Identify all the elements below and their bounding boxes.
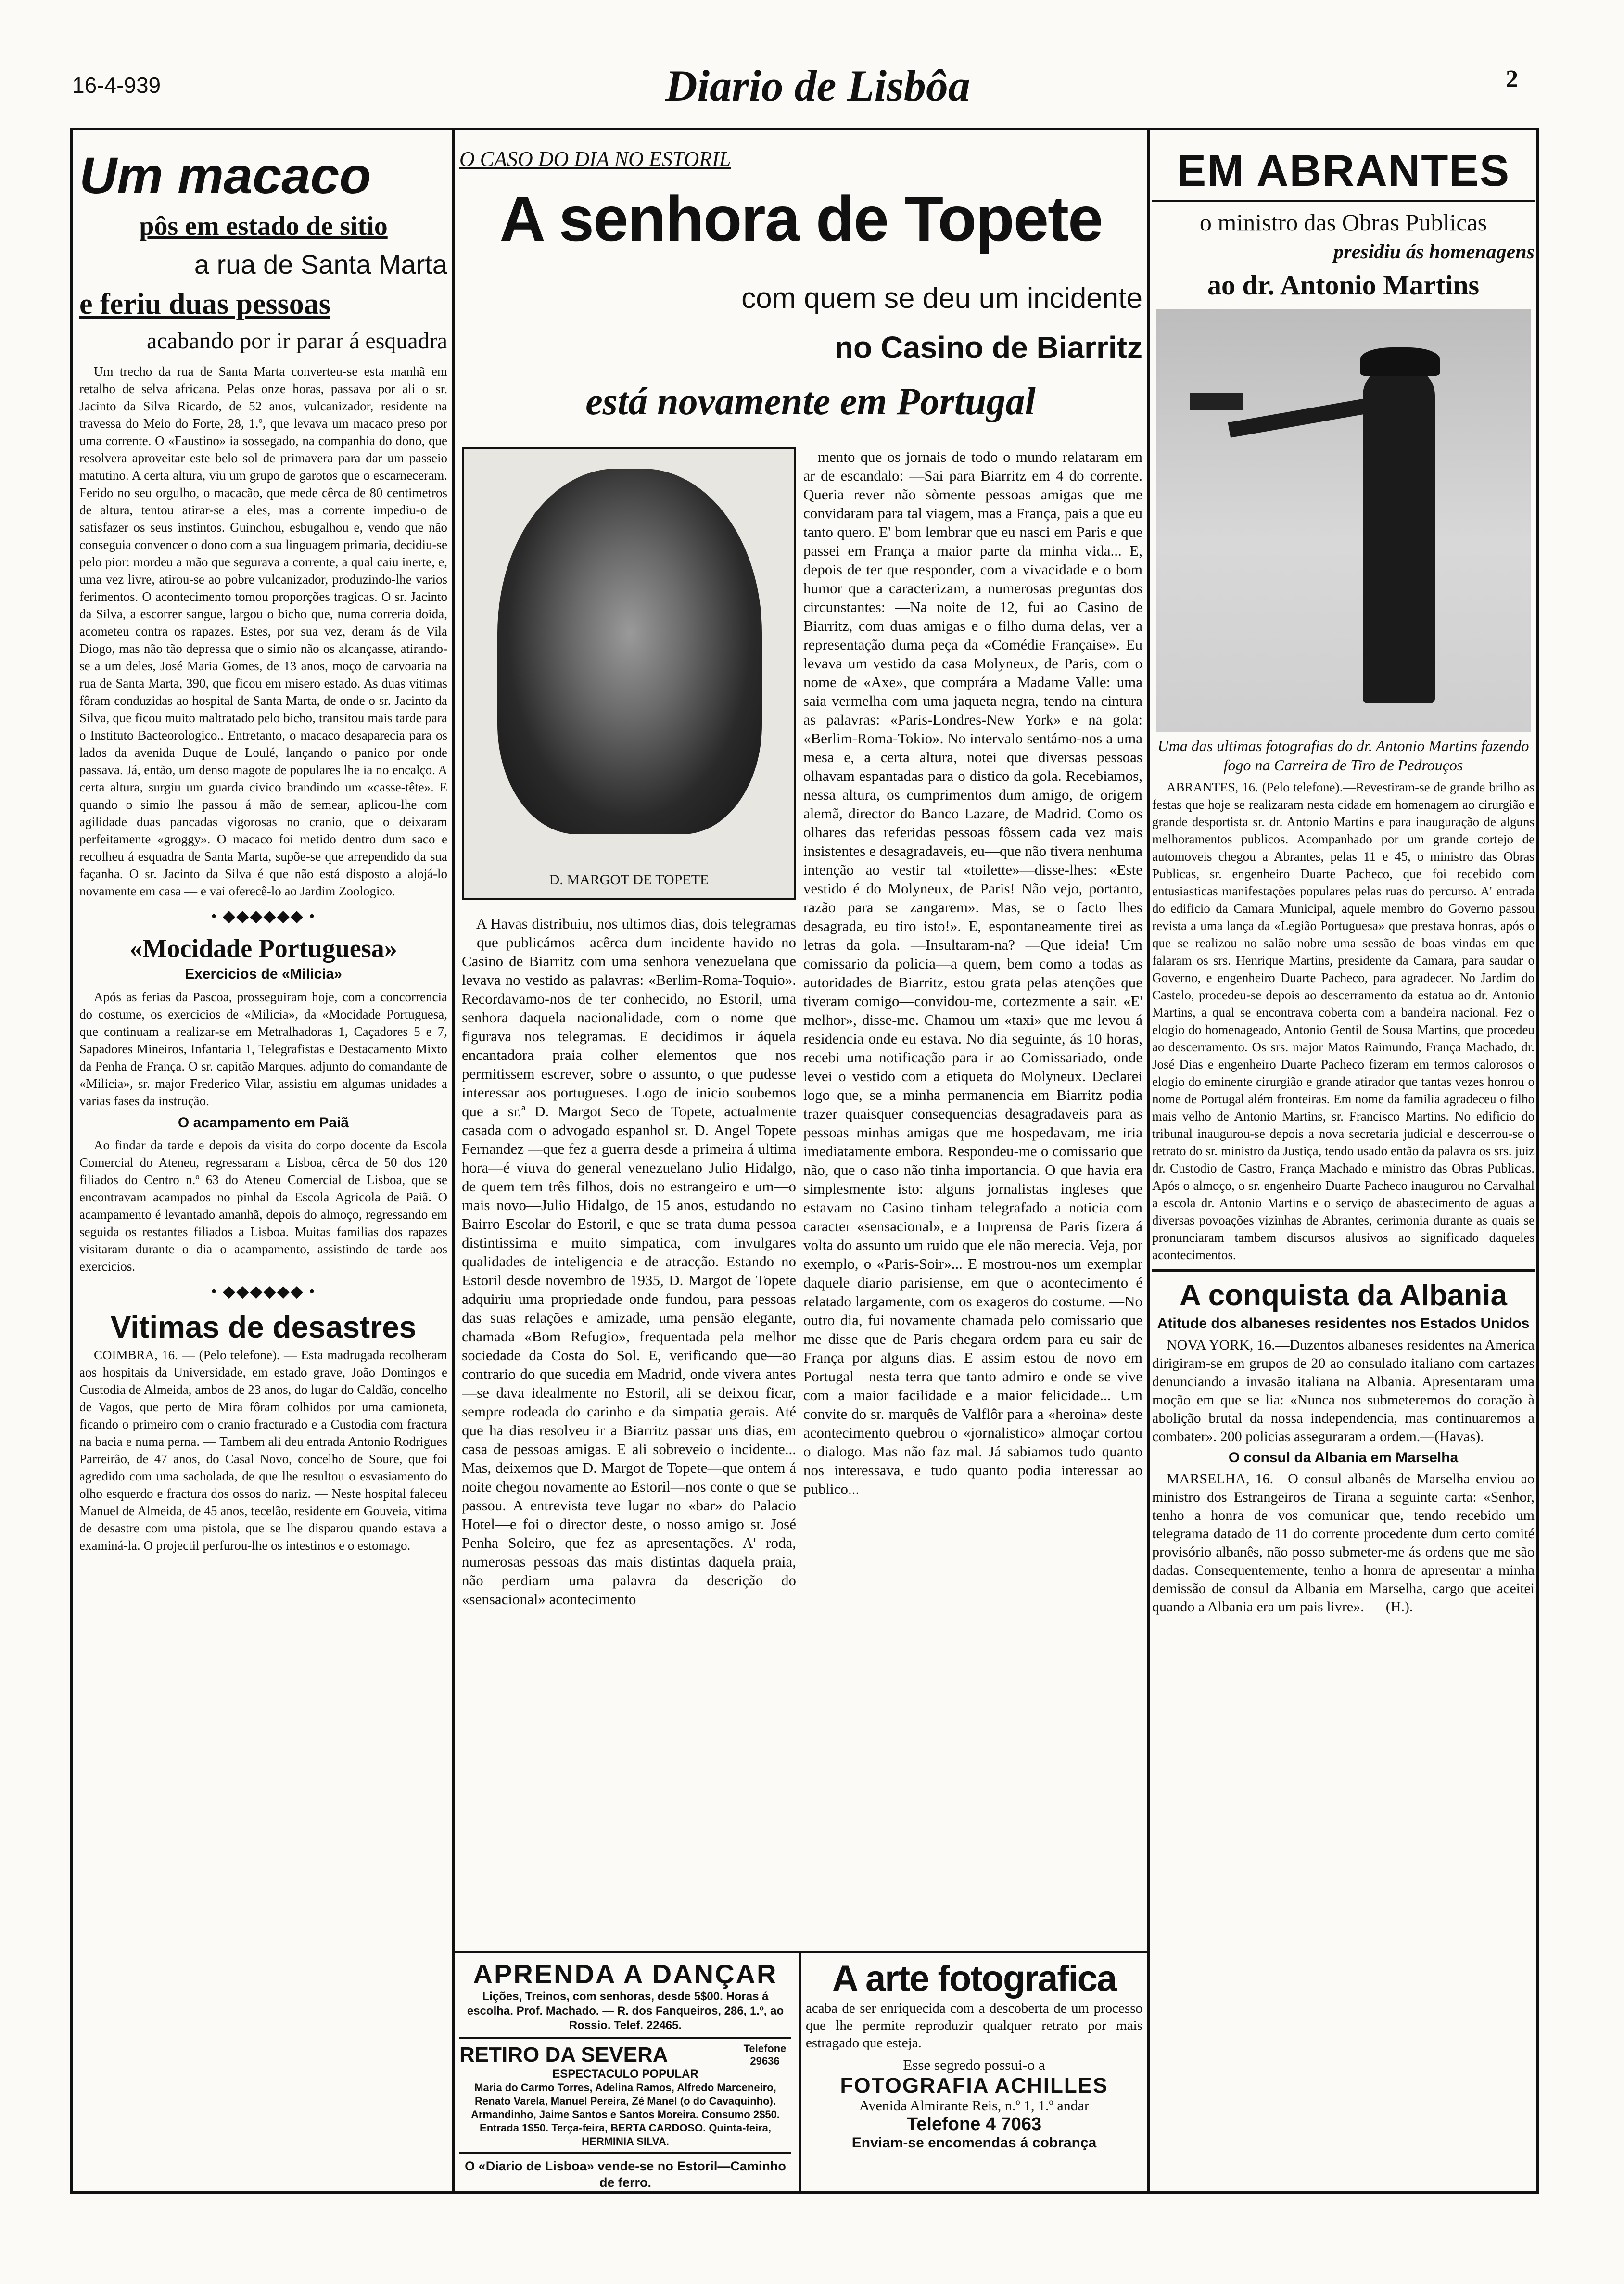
mocidade-body: Após as ferias da Pascoa, prosseguiram hoje, com a concorrencia do costume, os exercicios de «Milicia», da «Mocidade Portuguesa, que continuam a realizar-se em Metralhadoras 1, Caçadores 5 e 7, Sapadores Mineiros, Infantaria 1, Telegrafistas e Destacamento Mixto da Penha de França. O sr. capitão Marques, adjunto do comandante de «Milicia», sr. major Frederico Vilar, assistiu em algumas unidades a varias fases da instrução. <box>79 990 447 1108</box>
arte-foot: Enviam-se encomendas á cobrança <box>851 2135 1097 2151</box>
case-kicker: O CASO DO DIA NO ESTORIL <box>459 147 731 171</box>
abrantes-body: ABRANTES, 16. (Pelo telefone).—Revestiram-se de grande brilho as festas que hoje se realizaram nesta cidade em homenagem ao cirurgião e grande desportista sr. dr. Antonio Martins e para inauguração de alguns melhoramentos publicos. Acompanhado por um grande cortejo de automoveis chegou a Abrantes, pelas 11 e 45, o ministro das Obras Publicas, sr. engenheiro Duarte Pacheco, que foi recebido com entusiasticas manifestações populares pelas ruas do percurso. A' entrada do edificio da Camara Municipal, aquele membro do Governo passou revista a uma lança da «Legião Portuguesa» que prestava honras, após o que se realizou no salão nobre uma sessão de boas vindas em que falaram os srs. Henrique Martins, presidente da Camara, para saudar o Governo, e engenheiro Duarte Pacheco, para agradecer. No Jardim do Castelo, procedeu-se depois ao descerramento da estatua ao dr. Antonio Martins, a qual se encontrava coberta com a bandeira nacional. Fez o elogio do homenageado, Antonio Gentil de Sousa Martins, que procedeu ao descerramento. Os srs. major Matos Raimundo, França Machado, dr. José Dias e engenheiro Duarte Pacheco fizeram em termos calorosos o elogio do eminente cirurgião e grande atirador que tantas vezes honrou o nome de Portugal além fronteiras. Em nome da familia agradeceu o filho mais velho de Antonio Martins, sr. Francisco Martins. No edificio do tribunal inaugurou-se depois a nova secretaria judicial e descerrou-se o retrato do sr. ministro da Justiça, tendo usado então da palavra os srs. juiz dr. Custodio de Castro, França Machado e ministro das Obras Publicas. Após o almoço, o sr. engenheiro Duarte Pacheco inaugurou no Carvalhal a escola dr. Antonio Martins e o serviço de abastecimento de aguas a diversas povoações vizinhas de Abrantes, cerimonia durante as quais se pronunciaram tambem discursos alusivos ao significado daqueles acontecimentos. <box>1152 780 1535 1262</box>
column-rule-right <box>1147 130 1150 2192</box>
consul-title: O consul da Albania em Marselha <box>1228 1450 1459 1466</box>
ads-middle-rule <box>799 1951 801 2192</box>
topete-subhead-2: no Casino de Biarritz <box>834 330 1142 365</box>
abrantes-subhead-2: presidiu ás homenagens <box>1333 241 1535 263</box>
severa-text: Maria do Carmo Torres, Adelina Ramos, Alfredo Marceneiro, Renato Varela, Manuel Pereira, Zé Manel (o do Cavaquinho). Armandinho, Jaime Santos e Santos Moreira. Consumo 2$50. Entrada 1$50. Terça-feira, BERTA CARDOSO. Quinta-feira, HERMINIA SILVA. <box>471 2081 780 2147</box>
arte-name: FOTOGRAFIA ACHILLES <box>840 2074 1108 2097</box>
albania-title: A conquista da Albania <box>1180 1279 1507 1312</box>
macaco-subhead-4: acabando por ir parar á esquadra <box>147 328 447 354</box>
martins-arm <box>1228 397 1372 438</box>
pistol-icon <box>1190 393 1243 410</box>
acampamento-title: O acampamento em Paiã <box>178 1115 349 1131</box>
martins-hat <box>1360 347 1440 376</box>
martins-photo <box>1156 309 1531 732</box>
topete-headline: A senhora de Topete <box>499 183 1103 254</box>
page-number: 2 <box>1506 65 1518 93</box>
arte-addr: Avenida Almirante Reis, n.º 1, 1.º andar <box>859 2098 1089 2114</box>
abrantes-subhead-1: o ministro das Obras Publicas <box>1199 209 1487 236</box>
margot-photo-frame <box>462 447 796 900</box>
consul-body: MARSELHA, 16.—O consul albanês de Marselha enviou ao ministro dos Estrangeiros de Tirana a seguinte carta: «Senhor, tenho a honra de vos comunicar que, tendo recebido um telegrama datado de 11 do corrente procedente dum certo comité provisório albanês, não posso submeter-me ás ordens que me são dadas. Consequentemente, tenho a honra de apresentar a minha demissão de consul da Albania em Marselha, cargo que aceitei quando a Albania era um pais livre». — (H.). <box>1152 1471 1535 1615</box>
martins-figure <box>1363 367 1435 703</box>
ads-left <box>459 1958 791 2191</box>
margot-portrait <box>497 469 762 834</box>
arte-text: acaba de ser enriquecida com a descoberta de um processo que lhe permite reproduzir qualquer retrato por mais estragado que esteja. <box>806 2001 1142 2051</box>
severa-sub: ESPECTACULO POPULAR <box>552 2067 698 2080</box>
arte-tel: Telefone 4 7063 <box>906 2114 1042 2134</box>
abrantes-subhead-3: ao dr. Antonio Martins <box>1207 269 1480 301</box>
divider-ornament: • ◆◆◆◆◆◆ • <box>211 907 316 925</box>
macaco-headline: Um macaco <box>79 146 371 204</box>
topete-subhead-1: com quem se deu um incidente <box>741 282 1142 314</box>
topete-subhead-3: está novamente em Portugal <box>585 381 1036 423</box>
severa-title: RETIRO DA SEVERA <box>459 2043 668 2067</box>
danca-text: Lições, Treinos, com senhoras, desde 5$00. Horas á escolha. Prof. Machado. — R. dos Fanqueiros, 286, 1.º, ao Rossio. Telef. 22465. <box>467 1990 784 2032</box>
vitimas-title: Vitimas de desastres <box>110 1310 417 1344</box>
divider-ornament: • ◆◆◆◆◆◆ • <box>211 1283 316 1301</box>
martins-caption: Uma das ultimas fotografias do dr. Antonio Martins fazendo fogo na Carreira de Tiro de Pedrouços <box>1157 737 1529 774</box>
acampamento-body: Ao findar da tarde e depois da visita do corpo docente da Escola Comercial do Ateneu, regressaram a Lisboa, cêrca de 50 dos 120 filiados do Centro n.º 63 do Ateneu Comercial de Lisboa, que se encontravam acampados no pinhal da Escola Agricola de Paiã. O acampamento é levantado amanhã, depois do almoço, regressando em seguida os restantes filiados a Lisboa. Muitas familias dos rapazes visitaram durante o dia o acampamento, assistindo de tarde aos exercicios. <box>79 1138 447 1274</box>
severa-tel: Telefone 29636 <box>743 2042 787 2067</box>
margot-caption: D. MARGOT DE TOPETE <box>549 872 709 888</box>
ads-top-rule <box>455 1951 1147 1953</box>
masthead-title: Diario de Lisbôa <box>665 61 970 110</box>
danca-title: APRENDA A DANÇAR <box>473 1959 778 1989</box>
topete-text-b: mento que os jornais de todo o mundo relataram em ar de escandalo: —Sai para Biarritz em 4 do corrente. Queria rever não sòmente pessoas amigas que me convidaram para tal viagem, mas a França, pais a que eu tanto quero. E' bom lembrar que eu nasci em Paris e que passei em França a maior parte da minha vida... E, depois de ter que responder, com a vivacidade e o bom humor que a caracterizam, a numerosas preguntas dos circunstantes: —Na noite de 12, fui ao Casino de Biarritz, com duas amigas e o filho duma delas, ver a representação duma peça da «Comédie Française». Eu levava um vestido da casa Molyneux, de Paris, com o nome de «Axe», que comprára a Madame Valle: uma saia vermelha com uma jaqueta negra, tendo na cintura as palavras: «Paris-Londres-New York» e na gola: «Berlim-Roma-Tokio». No intervalo sentámo-nos a uma mesa e, a certa altura, notei que diversas pessoas olhavam espantadas para o distico da gola. Recebiamos, nessa altura, os cumprimentos dum amigo, de origem alemã, director do Banco Lazare, de Madrid. Como os olhares das referidas pessoas fôssem cada vez mais insistentes e desagradaveis, eu—que não tivera nenhuma intenção ao vestir tal «toilette»—disse-lhes: «Este vestido é do Molyneux, de Paris! Não vejo, portanto, razão para se zangarem». Mas, se o facto lhes desagrada, eu tiro isto!». E, espontaneamente tirei as letras da gola. —Insultaram-na? —Que ideia! Um comissario da policia—a quem, bem como a todas as autoridades de Biarritz, estou grata pelas atenções que tiveram comigo—convidou-me, cortezmente a sair. «E' melhor», disse-me. Chamou um «taxi» que me levou á residencia onde eu estava. No dia seguinte, ás 10 horas, recebi uma notificação para ir ao Comissariado, onde levei o vestido com a etiqueta do Molyneux. Declarei logo que, se a minha permanencia em Biarritz podia trazer quaisquer consequencias desagradaveis para as pessoas minhas amigas que me hospedavam, me iria imediatamente embora. Respondeu-me o comissario que não, que o caso não tinha importancia. O que havia era simplesmente isto: alguns jornalistas ingleses que estavam no Casino tinham telegrafado a noticia com caracter «sensacional», e a Imprensa de Paris fizera á volta do assunto um ruido que ele não merecia. Veja, por exemplo, o «Paris-Soir»... E mostrou-nos um exemplar daquele diario parisiense, em que o acontecimento é relatado largamente, com os exageros do costume. —No outro dia, fui novamente chamada pelo comissario que me disse que de Paris chegara ordem para eu sair de França por alguns dias. E assim estou de novo em Portugal—nesta terra que tanto admiro e onde se vive com a maior facilidade e a maior felicidade... Um convite do sr. marquês de Valflôr para a «heroina» deste acontecimento quebrou o «jornalistico» almoçar cortou o dialogo. Mas não faz mal. Já sabiamos tudo quanto nos interessava, e tudo quanto podia interessar ao publico... <box>803 448 1142 1497</box>
macaco-subhead-2: a rua de Santa Marta <box>194 249 447 280</box>
topete-body-a <box>462 914 796 1944</box>
macaco-body: Um trecho da rua de Santa Marta converteu-se esta manhã em retalho de selva africana. Pelas onze horas, passava por ali o sr. Jacinto da Silva Ricardo, de 52 anos, vulcanizador, residente na travessa do Meio do Forte, 28, 1.º, que levava um macaco preso por uma corrente. O «Faustino» ia sossegado, na companhia do dono, que resolvera aproveitar este belo sol de primavera para dar um passeio matutino. A certa altura, viu um grupo de garotos que o escarneceram. Ferido no seu orgulho, o macacão, que mede cêrca de 80 centimetros de altura, tentou atirar-se a eles, mas a corrente impediu-o de satisfazer os seus instintos. Guinchou, esbugalhou e, vendo que não conseguia convencer o dono com a sua linguagem primaria, decidiu-se pelo pior: mordeu a mão que segurava a corrente, a qual caiu inerte, e, uma vez livre, atirou-se ao pobre vulcanizador, produzindo-lhe varios ferimentos. O acontecimento tomou proporções tragicas. O sr. Jacinto da Silva, a escorrer sangue, largou o bicho que, numa correria doida, acometeu contra os rapazes. Estes, por sua vez, deram ás de Vila Diogo, mas não tão depressa que o simio não os alcançasse, atirando-se a um deles, José Maria Gomes, de 13 anos, moço de carvoaria na rua de Santa Marta, 390, que ficou em misero estado. As duas vitimas fôram conduzidas ao hospital de Santa Marta, de onde o sr. Jacinto da Silva, que ficou muito maltratado pelo bicho, transitou mais tarde para o Instituto Bacteorologico.. Entretanto, o macaco desaparecia para os lados da avenida Duque de Loulé, lançando o panico por onde passava. Já, então, um denso magote de populares lhe ia no encalço. A certa altura, surgiu um guarda civico brandindo um «casse-tête». E quando o simio lhe passou á mão de semear, aplicou-lhe com agilidade duas pancadas vigorosas no cranio, que o deixaram perfeitamente «groggy». O macaco foi metido dentro dum saco e recolheu á esquadra de Santa Marta, supõe-se que arrependido da sua façanha. O sr. Jacinto da Silva é que não está disposto a alojá-lo novamente em casa — e vai oferecê-lo ao Jardim Zoologico. <box>79 364 447 898</box>
mocidade-subtitle: Exercicios de «Milicia» <box>185 966 342 982</box>
macaco-subhead-3: e feriu duas pessoas <box>79 288 330 320</box>
albania-subtitle: Atitude dos albaneses residentes nos Estados Unidos <box>1157 1315 1530 1331</box>
abrantes-headline: EM ABRANTES <box>1176 146 1510 195</box>
vitimas-body: COIMBRA, 16. — (Pelo telefone). — Esta madrugada recolheram aos hospitais da Universidade, em estado grave, João Domingos e Custodia de Almeida, ambos de 23 anos, do lugar do Caldão, concelho de Vagos, que perto de Mira fôram colhidos por uma camioneta, ficando o primeiro com o cranio fracturado e a Custodia com fractura na bacia e numa perna. — Tambem ali deu entrada Antonio Rodrigues Parreirão, de 47 anos, do Casal Novo, concelho de Soure, que foi agredido com uma sacholada, de que lhe resultou o esvasiamento do olho esquerdo e fractura dos ossos do nariz. — Neste hospital faleceu Manuel de Almeida, de 45 anos, tecelão, residente em Gouveia, vitima de desastre com uma pistola, que se lhe disparou quando estava a examiná-la. O projectil perfurou-lhe os intestinos e o estomago. <box>79 1348 447 1553</box>
venda-text: O «Diario de Lisboa» vende-se no Estoril—Caminho de ferro. <box>465 2159 786 2190</box>
topete-body-b <box>803 447 1142 1939</box>
macaco-subhead-1: pôs em estado de sitio <box>139 211 388 241</box>
column-rule-left <box>452 130 455 2192</box>
col1-article <box>79 144 447 2184</box>
ads-right <box>806 1958 1142 2151</box>
albania-body: NOVA YORK, 16.—Duzentos albaneses residentes na America dirigiram-se em grupos de 20 ao consulado italiano com cartazes denunciando a invasão italiana na Albania. Apresentaram uma moção em que se lia: «Nunca nos submeteremos do coração à abolição brutal da nossa independencia, mas continuaremos a combater». 200 policias asseguraram a ordem.—(Havas). <box>1152 1337 1535 1444</box>
masthead-date: 16-4-939 <box>72 73 161 98</box>
topete-text-a: A Havas distribuiu, nos ultimos dias, dois telegramas—que publicámos—acêrca dum incidente havido no Casino de Biarritz com uma senhora venezuelana que levava no vestido as palavras: «Berlim-Roma-Toquio». Recordavamo-nos de ter conhecido, no Estoril, uma senhora daquela nacionalidade, com o nome que figurava nos telegramas. E decidimos ir áquela encantadora praia colher elementos que nos permitissem escrever, sobre o assunto, o que pudesse interessar aos portugueses. Logo de inicio soubemos que a sr.ª D. Margot Seco de Topete, actualmente casada com o advogado espanhol sr. D. Angel Topete Fernandez —que fez a guerra desde a primeira á ultima hora—é viuva do general venezuelano Julio Hidalgo, de quem tem três filhos, dois no estrangeiro e um—o mais novo—Julio Hidalgo, de 15 anos, estudando no Bairro Escolar do Estoril, e que se trata duma pessoa distintissima e muito simpatica, com invulgares qualidades de inteligencia e de atracção. Estando no Estoril desde novembro de 1935, D. Margot de Topete adquiriu uma propriedade onde fundou, para pessoas das suas relações e amizade, uma pensão elegante, chamada «Bom Refugio», frequentada pela melhor sociedade da Costa do Sol. E, verificando que—ao contrario do que sucedia em Madrid, onde vivera antes—se dava idealmente no Estoril, ali se deixou ficar, sempre rodeada do carinho e da simpatia gerais. Até que ha dias resolveu ir a Biarritz passar uns dias, em casa de pessoas amigas. E ali sobreveio o incidente... Mas, deixemos que D. Margot de Topete—que ontem á noite chegou novamente ao Estoril—nos conte o que se passou. A entrevista teve lugar no «bar» do Palacio Hotel—e foi o director deste, o nosso amigo sr. José Penha Soleiro, que fez as apresentações. A' roda, numerosas pessoas das mais distintas daquela praia, não perdiam uma palavra da descrição do «sensacional» acontecimento <box>462 915 796 1608</box>
arte-title: A arte fotografica <box>832 1958 1116 1999</box>
mocidade-title: «Mocidade Portuguesa» <box>129 934 397 963</box>
arte-seg: Esse segredo possui-o a <box>903 2056 1045 2073</box>
col3-article <box>1152 144 1535 2184</box>
